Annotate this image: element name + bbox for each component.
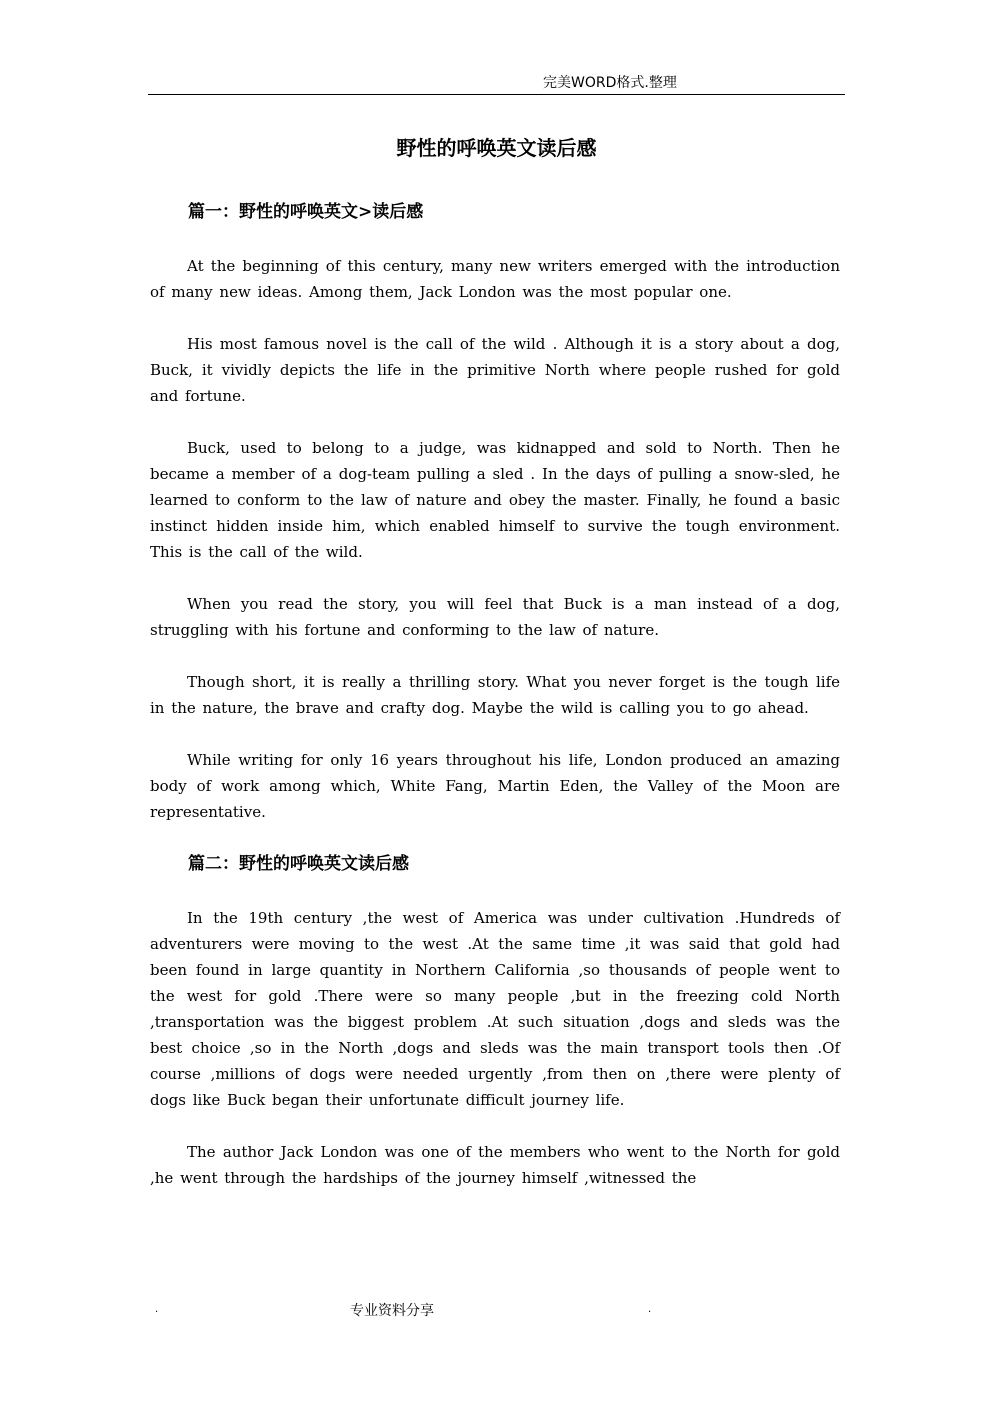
paragraph: At the beginning of this century, many new writers emerged with the introduction of many new ideas. Among them, Jack London was the most popular one. <box>150 257 840 301</box>
section-heading-2: 篇二：野性的呼唤英文读后感 <box>188 854 409 874</box>
paragraph: Though short, it is really a thrilling story. What you never forget is the tough life in the nature, the brave and crafty dog. Maybe the wild is calling you to go ahead. <box>150 673 840 717</box>
paragraph: The author Jack London was one of the members who went to the North for gold ,he went through the hardships of the journey himself ,witnessed the <box>150 1143 840 1187</box>
paragraph: Buck, used to belong to a judge, was kidnapped and sold to North. Then he became a member of a dog-team pulling a sled . In the days of pulling a snow-sled, he learned to conform to the law of nature and obey the master. Finally, he found a basic instinct hidden inside him, which enabled himself to survive the tough environment. This is the call of the wild. <box>150 439 840 561</box>
page-header <box>148 60 845 95</box>
footer-left-mark: . <box>155 1304 159 1315</box>
paragraph: In the 19th century ,the west of America was under cultivation .Hundreds of adventurers were moving to the west .At the same time ,it was said that gold had been found in large quantity in Northern California ,so thousands of people went to the west for gold .There were so many people ,but in the freezing cold North ,transportation was the biggest problem .At such situation ,dogs and sleds was the best choice ,so in the North ,dogs and sleds was the main transport tools then .Of course ,millions of dogs were needed urgently ,from then on ,there were plenty of dogs like Buck began their unfortunate difficult journey life. <box>150 909 840 1109</box>
section-heading-1: 篇一：野性的呼唤英文>读后感 <box>188 202 424 222</box>
header-text: 完美WORD格式.整理 <box>543 75 677 91</box>
page-footer <box>0 1300 993 1324</box>
footer-right-mark: . <box>648 1304 652 1315</box>
paragraph: While writing for only 16 years throughout his life, London produced an amazing body of work among which, White Fang, Martin Eden, the Valley of the Moon are representative. <box>150 751 840 821</box>
footer-text: 专业资料分享 <box>350 1303 434 1319</box>
document-body <box>150 195 840 1191</box>
document-title: 野性的呼唤英文读后感 <box>396 136 597 160</box>
paragraph: When you read the story, you will feel that Buck is a man instead of a dog, struggling with his fortune and conforming to the law of nature. <box>150 595 840 639</box>
paragraph: His most famous novel is the call of the wild . Although it is a story about a dog, Buck, it vividly depicts the life in the primitive North where people rushed for gold and fortune. <box>150 335 840 405</box>
